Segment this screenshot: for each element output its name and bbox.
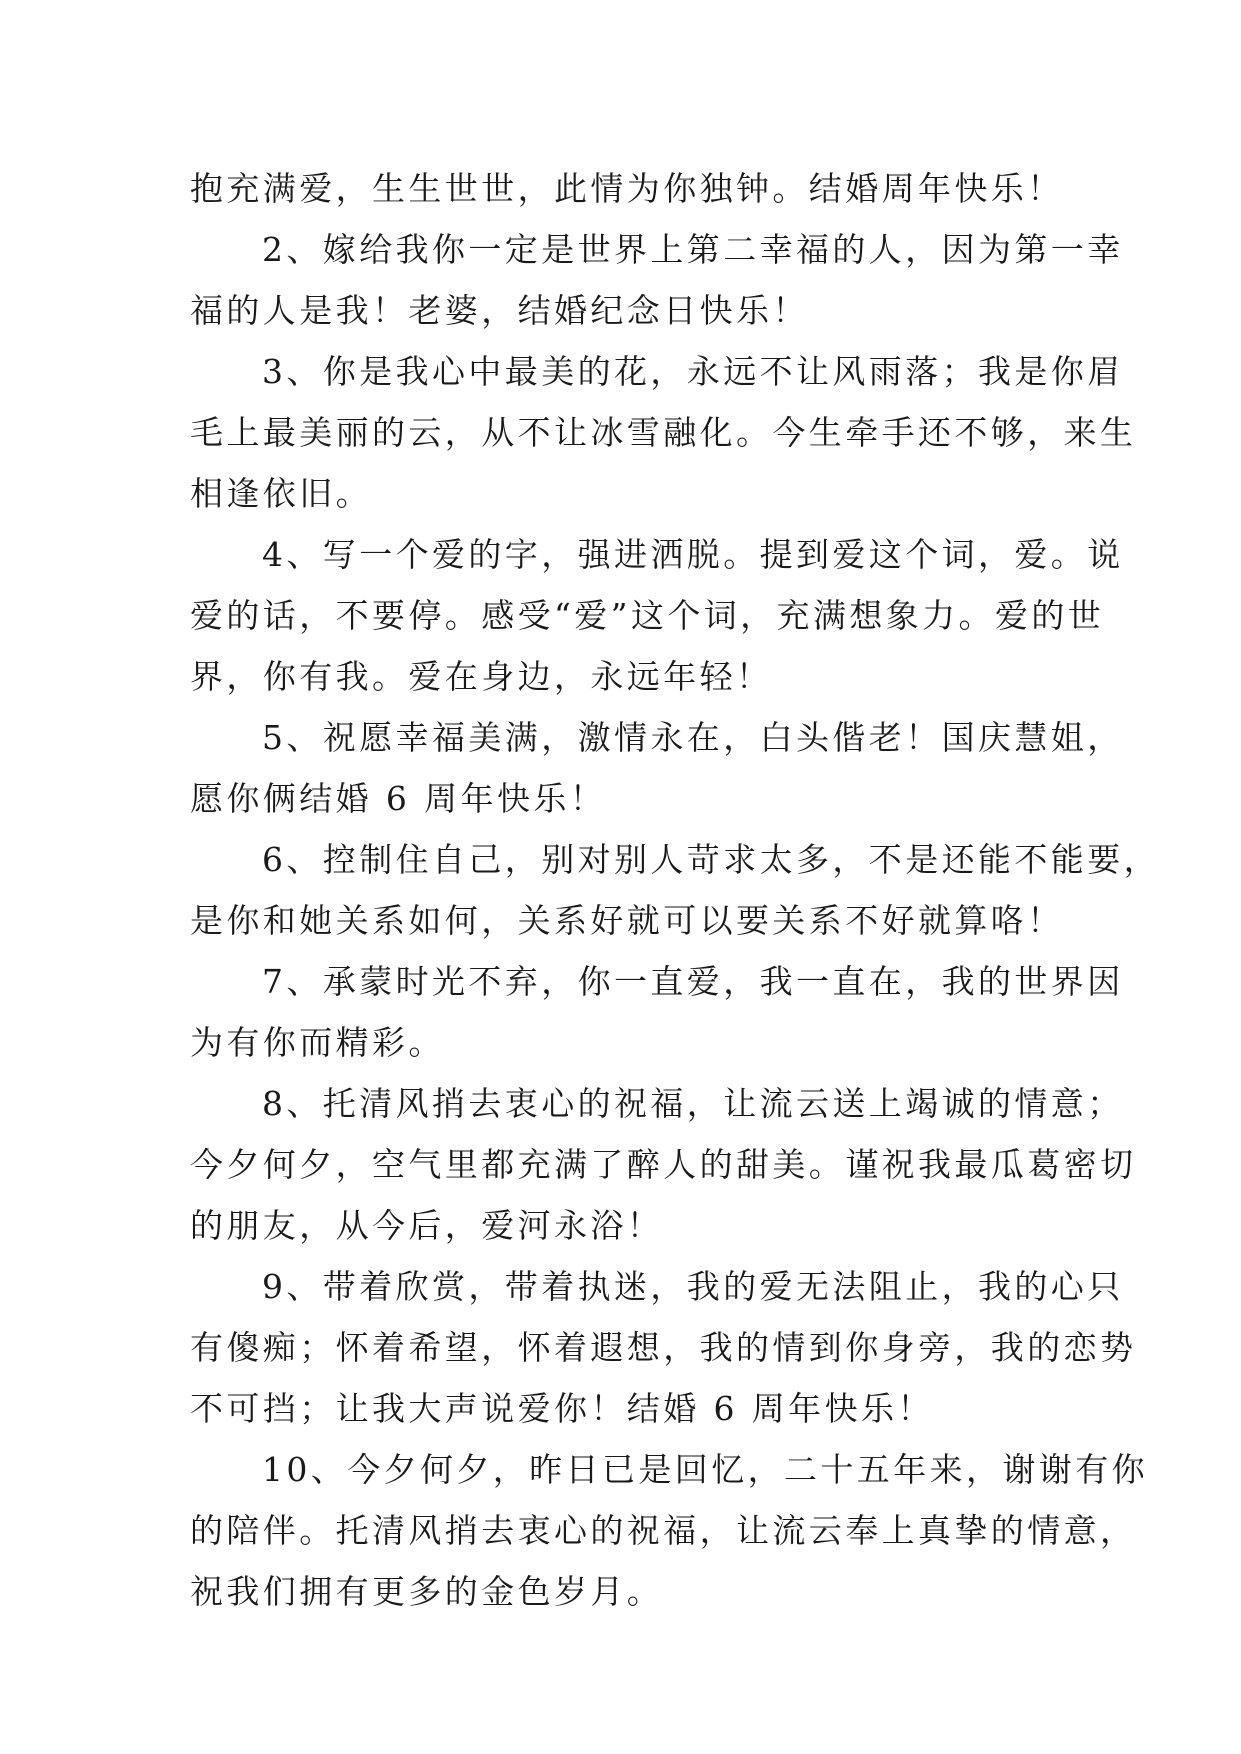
text-line: 9、带着欣赏，带着执迷，我的爱无法阻止，我的心只: [262, 1267, 1124, 1306]
paragraph-wish-8: [190, 1073, 1137, 1256]
text-line: 为有你而精彩。: [190, 1023, 445, 1062]
text-line: 相逢依旧。: [190, 474, 372, 513]
text-line: 不可挡；让我大声说爱你！结婚 6 周年快乐！: [190, 1389, 934, 1428]
paragraph-wish-2: [190, 219, 1124, 341]
paragraph-wish-7: [190, 951, 1124, 1073]
text-line: 的陪伴。托清风捎去衷心的祝福，让流云奉上真挚的情意，: [190, 1511, 1137, 1550]
text-line: 是你和她关系如何，关系好就可以要关系不好就算咯！: [190, 901, 1064, 940]
text-line: 的朋友，从今后，爱河永浴！: [190, 1206, 664, 1245]
text-line: 10、今夕何夕，昨日已是回忆，二十五年来，谢谢有你: [262, 1450, 1148, 1489]
paragraph-continuation: [190, 158, 1064, 219]
text-line: 愿你俩结婚 6 周年快乐！: [190, 779, 607, 818]
text-line: 爱的话，不要停。感受“爱”这个词，充满想象力。爱的世: [190, 596, 1105, 635]
text-line: 5、祝愿幸福美满，激情永在，白头偕老！国庆慧姐，: [262, 718, 1124, 757]
text-line: 8、托清风捎去衷心的祝福，让流云送上竭诚的情意；: [262, 1084, 1124, 1123]
text-line: 6、控制住自己，别对别人苛求太多，不是还能不能要，: [262, 840, 1160, 879]
text-line: 毛上最美丽的云，从不让冰雪融化。今生牵手还不够，来生: [190, 413, 1137, 452]
paragraph-wish-5: [190, 707, 1124, 829]
text-line: 7、承蒙时光不弃，你一直爱，我一直在，我的世界因: [262, 962, 1124, 1001]
text-line: 有傻痴；怀着希望，怀着遐想，我的情到你身旁，我的恋势: [190, 1328, 1137, 1367]
paragraph-wish-3: [190, 341, 1137, 524]
text-line: 2、嫁给我你一定是世界上第二幸福的人，因为第一幸: [262, 230, 1124, 269]
text-line: 福的人是我！老婆，结婚纪念日快乐！: [190, 291, 809, 330]
text-line: 今夕何夕，空气里都充满了醉人的甜美。谨祝我最瓜葛密切: [190, 1145, 1137, 1184]
document-body: [190, 158, 1160, 1622]
text-line: 3、你是我心中最美的花，永远不让风雨落；我是你眉: [262, 352, 1124, 391]
text-line: 祝我们拥有更多的金色岁月。: [190, 1572, 664, 1611]
paragraph-wish-4: [190, 524, 1124, 707]
paragraph-wish-6: [190, 829, 1160, 951]
text-line: 界，你有我。爱在身边，永远年轻！: [190, 657, 773, 696]
text-line: 4、写一个爱的字，强进洒脱。提到爱这个词，爱。说: [262, 535, 1124, 574]
paragraph-wish-9: [190, 1256, 1137, 1439]
paragraph-wish-10: [190, 1439, 1148, 1622]
text-line: 抱充满爱，生生世世，此情为你独钟。结婚周年快乐！: [190, 169, 1064, 208]
